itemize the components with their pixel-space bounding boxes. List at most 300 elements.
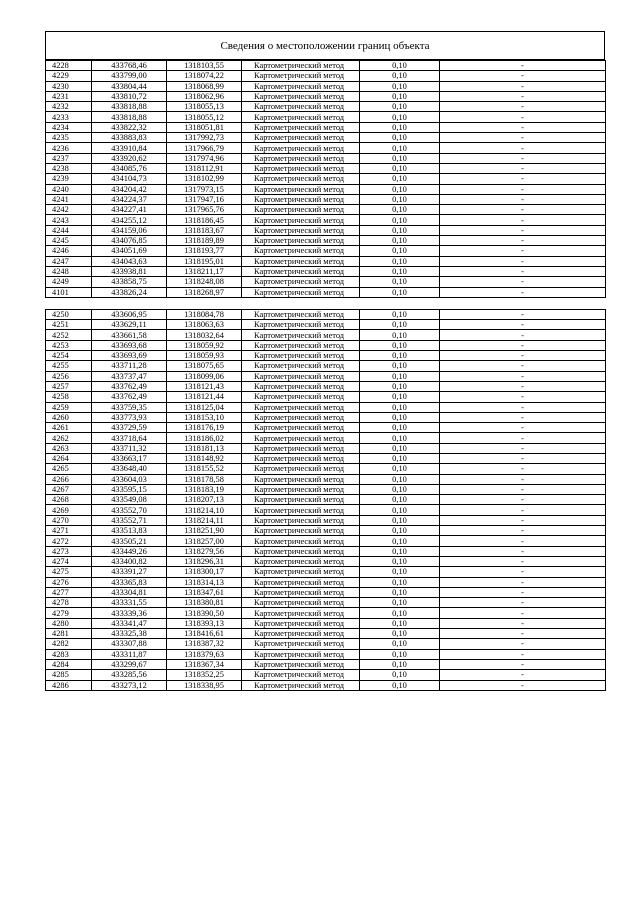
description-cell: - [440,618,606,628]
y-coordinate-cell: 1318063,63 [167,320,242,330]
description-cell: - [440,670,606,680]
table-row [46,351,606,361]
table-row [46,618,606,628]
method-cell: Картометрический метод [242,536,360,546]
table-row [46,556,606,566]
y-coordinate-cell: 1318055,13 [167,102,242,112]
method-cell: Картометрический метод [242,361,360,371]
group-separator [46,297,606,309]
x-coordinate-cell: 433513,83 [92,526,167,536]
x-coordinate-cell: 433307,88 [92,639,167,649]
y-coordinate-cell: 1318257,00 [167,536,242,546]
y-coordinate-cell: 1318296,31 [167,556,242,566]
point-number-cell: 4252 [46,330,92,340]
accuracy-cell: 0,10 [360,184,440,194]
accuracy-cell: 0,10 [360,225,440,235]
method-cell: Картометрический метод [242,649,360,659]
y-coordinate-cell: 1318074,22 [167,71,242,81]
point-number-cell: 4286 [46,680,92,690]
table-row [46,277,606,287]
table-row [46,670,606,680]
method-cell: Картометрический метод [242,122,360,132]
table-row [46,587,606,597]
y-coordinate-cell: 1318214,10 [167,505,242,515]
point-number-cell: 4230 [46,81,92,91]
x-coordinate-cell: 433629,11 [92,320,167,330]
point-number-cell: 4260 [46,412,92,422]
description-cell: - [440,225,606,235]
accuracy-cell: 0,10 [360,649,440,659]
x-coordinate-cell: 433604,03 [92,474,167,484]
x-coordinate-cell: 433826,24 [92,287,167,297]
method-cell: Картометрический метод [242,577,360,587]
y-coordinate-cell: 1318068,99 [167,81,242,91]
accuracy-cell: 0,10 [360,287,440,297]
table-row [46,526,606,536]
y-coordinate-cell: 1318279,56 [167,546,242,556]
description-cell: - [440,287,606,297]
point-number-cell: 4276 [46,577,92,587]
table-row [46,629,606,639]
point-number-cell: 4267 [46,484,92,494]
x-coordinate-cell: 433718,64 [92,433,167,443]
table-row [46,464,606,474]
description-cell: - [440,361,606,371]
accuracy-cell: 0,10 [360,443,440,453]
table-row [46,371,606,381]
coordinates-table-body [46,61,606,691]
y-coordinate-cell: 1318176,19 [167,423,242,433]
point-number-cell: 4283 [46,649,92,659]
method-cell: Картометрический метод [242,670,360,680]
method-cell: Картометрический метод [242,618,360,628]
method-cell: Картометрический метод [242,433,360,443]
accuracy-cell: 0,10 [360,81,440,91]
description-cell: - [440,567,606,577]
method-cell: Картометрический метод [242,246,360,256]
description-cell: - [440,412,606,422]
accuracy-cell: 0,10 [360,567,440,577]
description-cell: - [440,371,606,381]
description-cell: - [440,320,606,330]
x-coordinate-cell: 433331,55 [92,598,167,608]
table-row [46,174,606,184]
y-coordinate-cell: 1317974,96 [167,153,242,163]
y-coordinate-cell: 1318148,92 [167,453,242,463]
method-cell: Картометрический метод [242,91,360,101]
method-cell: Картометрический метод [242,474,360,484]
y-coordinate-cell: 1318211,17 [167,266,242,276]
description-cell: - [440,639,606,649]
y-coordinate-cell: 1318214,11 [167,515,242,525]
x-coordinate-cell: 433768,46 [92,61,167,71]
table-row [46,256,606,266]
method-cell: Картометрический метод [242,205,360,215]
accuracy-cell: 0,10 [360,381,440,391]
point-number-cell: 4282 [46,639,92,649]
accuracy-cell: 0,10 [360,587,440,597]
description-cell: - [440,143,606,153]
x-coordinate-cell: 433449,26 [92,546,167,556]
accuracy-cell: 0,10 [360,629,440,639]
accuracy-cell: 0,10 [360,320,440,330]
accuracy-cell: 0,10 [360,256,440,266]
description-cell: - [440,649,606,659]
table-row [46,680,606,690]
method-cell: Картометрический метод [242,402,360,412]
table-row [46,205,606,215]
point-number-cell: 4228 [46,61,92,71]
x-coordinate-cell: 433299,67 [92,659,167,669]
x-coordinate-cell: 433920,62 [92,153,167,163]
table-title-box [45,31,605,60]
y-coordinate-cell: 1318155,52 [167,464,242,474]
y-coordinate-cell: 1318186,45 [167,215,242,225]
method-cell: Картометрический метод [242,266,360,276]
y-coordinate-cell: 1318183,67 [167,225,242,235]
y-coordinate-cell: 1318189,89 [167,236,242,246]
accuracy-cell: 0,10 [360,659,440,669]
description-cell: - [440,163,606,173]
table-row [46,567,606,577]
method-cell: Картометрический метод [242,598,360,608]
x-coordinate-cell: 433711,28 [92,361,167,371]
description-cell: - [440,659,606,669]
x-coordinate-cell: 433339,36 [92,608,167,618]
point-number-cell: 4273 [46,546,92,556]
description-cell: - [440,453,606,463]
y-coordinate-cell: 1318178,58 [167,474,242,484]
description-cell: - [440,495,606,505]
point-number-cell: 4235 [46,133,92,143]
point-number-cell: 4236 [46,143,92,153]
x-coordinate-cell: 433910,84 [92,143,167,153]
description-cell: - [440,484,606,494]
table-row [46,392,606,402]
table-row [46,577,606,587]
description-cell: - [440,61,606,71]
method-cell: Картометрический метод [242,174,360,184]
accuracy-cell: 0,10 [360,122,440,132]
accuracy-cell: 0,10 [360,133,440,143]
x-coordinate-cell: 433773,93 [92,412,167,422]
table-row [46,484,606,494]
y-coordinate-cell: 1318032,64 [167,330,242,340]
method-cell: Картометрический метод [242,61,360,71]
method-cell: Картометрический метод [242,443,360,453]
table-row [46,546,606,556]
table-row [46,143,606,153]
y-coordinate-cell: 1318338,95 [167,680,242,690]
description-cell: - [440,464,606,474]
method-cell: Картометрический метод [242,608,360,618]
table-row [46,112,606,122]
method-cell: Картометрический метод [242,340,360,350]
table-row [46,423,606,433]
table-row [46,649,606,659]
point-number-cell: 4277 [46,587,92,597]
table-row [46,81,606,91]
x-coordinate-cell: 433663,17 [92,453,167,463]
method-cell: Картометрический метод [242,330,360,340]
method-cell: Картометрический метод [242,309,360,319]
y-coordinate-cell: 1318186,02 [167,433,242,443]
description-cell: - [440,515,606,525]
accuracy-cell: 0,10 [360,598,440,608]
x-coordinate-cell: 433661,58 [92,330,167,340]
y-coordinate-cell: 1317973,15 [167,184,242,194]
description-cell: - [440,330,606,340]
accuracy-cell: 0,10 [360,680,440,690]
method-cell: Картометрический метод [242,133,360,143]
y-coordinate-cell: 1318183,19 [167,484,242,494]
y-coordinate-cell: 1318099,06 [167,371,242,381]
method-cell: Картометрический метод [242,236,360,246]
y-coordinate-cell: 1317947,16 [167,194,242,204]
description-cell: - [440,184,606,194]
x-coordinate-cell: 434204,42 [92,184,167,194]
y-coordinate-cell: 1318268,97 [167,287,242,297]
y-coordinate-cell: 1318059,93 [167,351,242,361]
y-coordinate-cell: 1318059,92 [167,340,242,350]
point-number-cell: 4269 [46,505,92,515]
point-number-cell: 4258 [46,392,92,402]
y-coordinate-cell: 1318051,81 [167,122,242,132]
accuracy-cell: 0,10 [360,174,440,184]
method-cell: Картометрический метод [242,320,360,330]
y-coordinate-cell: 1318393,13 [167,618,242,628]
x-coordinate-cell: 433883,83 [92,133,167,143]
method-cell: Картометрический метод [242,371,360,381]
point-number-cell: 4255 [46,361,92,371]
point-number-cell: 4284 [46,659,92,669]
x-coordinate-cell: 433693,68 [92,340,167,350]
x-coordinate-cell: 433818,88 [92,102,167,112]
method-cell: Картометрический метод [242,392,360,402]
point-number-cell: 4261 [46,423,92,433]
accuracy-cell: 0,10 [360,246,440,256]
y-coordinate-cell: 1318195,01 [167,256,242,266]
table-row [46,163,606,173]
y-coordinate-cell: 1318387,32 [167,639,242,649]
y-coordinate-cell: 1318352,25 [167,670,242,680]
accuracy-cell: 0,10 [360,423,440,433]
method-cell: Картометрический метод [242,71,360,81]
point-number-cell: 4263 [46,443,92,453]
table-row [46,225,606,235]
description-cell: - [440,174,606,184]
description-cell: - [440,266,606,276]
accuracy-cell: 0,10 [360,402,440,412]
point-number-cell: 4259 [46,402,92,412]
y-coordinate-cell: 1318121,43 [167,381,242,391]
description-cell: - [440,587,606,597]
table-row [46,91,606,101]
y-coordinate-cell: 1318062,96 [167,91,242,101]
description-cell: - [440,526,606,536]
accuracy-cell: 0,10 [360,153,440,163]
x-coordinate-cell: 433552,70 [92,505,167,515]
table-row [46,71,606,81]
point-number-cell: 4253 [46,340,92,350]
x-coordinate-cell: 433549,08 [92,495,167,505]
accuracy-cell: 0,10 [360,618,440,628]
accuracy-cell: 0,10 [360,277,440,287]
x-coordinate-cell: 433365,83 [92,577,167,587]
table-row [46,153,606,163]
accuracy-cell: 0,10 [360,266,440,276]
table-row [46,266,606,276]
y-coordinate-cell: 1318102,99 [167,174,242,184]
x-coordinate-cell: 434159,06 [92,225,167,235]
description-cell: - [440,608,606,618]
description-cell: - [440,351,606,361]
table-row [46,122,606,132]
accuracy-cell: 0,10 [360,556,440,566]
description-cell: - [440,536,606,546]
table-row [46,474,606,484]
table-row [46,598,606,608]
point-number-cell: 4272 [46,536,92,546]
x-coordinate-cell: 433799,00 [92,71,167,81]
accuracy-cell: 0,10 [360,639,440,649]
description-cell: - [440,102,606,112]
y-coordinate-cell: 1318390,50 [167,608,242,618]
point-number-cell: 4250 [46,309,92,319]
y-coordinate-cell: 1318055,12 [167,112,242,122]
method-cell: Картометрический метод [242,412,360,422]
accuracy-cell: 0,10 [360,371,440,381]
y-coordinate-cell: 1318367,34 [167,659,242,669]
method-cell: Картометрический метод [242,194,360,204]
accuracy-cell: 0,10 [360,91,440,101]
accuracy-cell: 0,10 [360,194,440,204]
point-number-cell: 4268 [46,495,92,505]
point-number-cell: 4242 [46,205,92,215]
point-number-cell: 4243 [46,215,92,225]
y-coordinate-cell: 1317966,79 [167,143,242,153]
accuracy-cell: 0,10 [360,412,440,422]
x-coordinate-cell: 433810,72 [92,91,167,101]
description-cell: - [440,629,606,639]
method-cell: Картометрический метод [242,381,360,391]
accuracy-cell: 0,10 [360,433,440,443]
x-coordinate-cell: 433711,32 [92,443,167,453]
table-row [46,330,606,340]
accuracy-cell: 0,10 [360,536,440,546]
description-cell: - [440,598,606,608]
x-coordinate-cell: 433759,35 [92,402,167,412]
x-coordinate-cell: 433648,40 [92,464,167,474]
point-number-cell: 4262 [46,433,92,443]
document-page [45,31,605,691]
y-coordinate-cell: 1318416,61 [167,629,242,639]
method-cell: Картометрический метод [242,639,360,649]
method-cell: Картометрический метод [242,526,360,536]
description-cell: - [440,205,606,215]
method-cell: Картометрический метод [242,423,360,433]
point-number-cell: 4233 [46,112,92,122]
point-number-cell: 4275 [46,567,92,577]
description-cell: - [440,194,606,204]
method-cell: Картометрический метод [242,351,360,361]
description-cell: - [440,309,606,319]
y-coordinate-cell: 1318207,13 [167,495,242,505]
description-cell: - [440,340,606,350]
description-cell: - [440,392,606,402]
y-coordinate-cell: 1318125,04 [167,402,242,412]
point-number-cell: 4240 [46,184,92,194]
x-coordinate-cell: 434085,76 [92,163,167,173]
point-number-cell: 4237 [46,153,92,163]
method-cell: Картометрический метод [242,680,360,690]
y-coordinate-cell: 1318181,13 [167,443,242,453]
x-coordinate-cell: 433273,12 [92,680,167,690]
table-row [46,639,606,649]
description-cell: - [440,246,606,256]
y-coordinate-cell: 1318314,13 [167,577,242,587]
x-coordinate-cell: 433858,75 [92,277,167,287]
method-cell: Картометрический метод [242,153,360,163]
table-row [46,215,606,225]
accuracy-cell: 0,10 [360,484,440,494]
method-cell: Картометрический метод [242,659,360,669]
description-cell: - [440,112,606,122]
accuracy-cell: 0,10 [360,163,440,173]
point-number-cell: 4249 [46,277,92,287]
accuracy-cell: 0,10 [360,215,440,225]
x-coordinate-cell: 433762,49 [92,381,167,391]
description-cell: - [440,256,606,266]
method-cell: Картометрический метод [242,143,360,153]
accuracy-cell: 0,10 [360,670,440,680]
point-number-cell: 4248 [46,266,92,276]
accuracy-cell: 0,10 [360,495,440,505]
description-cell: - [440,402,606,412]
method-cell: Картометрический метод [242,225,360,235]
y-coordinate-cell: 1318193,77 [167,246,242,256]
point-number-cell: 4285 [46,670,92,680]
table-row [46,433,606,443]
y-coordinate-cell: 1318084,78 [167,309,242,319]
table-row [46,340,606,350]
description-cell: - [440,474,606,484]
y-coordinate-cell: 1318300,17 [167,567,242,577]
y-coordinate-cell: 1317965,76 [167,205,242,215]
point-number-cell: 4278 [46,598,92,608]
description-cell: - [440,381,606,391]
description-cell: - [440,680,606,690]
accuracy-cell: 0,10 [360,236,440,246]
description-cell: - [440,153,606,163]
y-coordinate-cell: 1318103,55 [167,61,242,71]
point-number-cell: 4265 [46,464,92,474]
description-cell: - [440,236,606,246]
y-coordinate-cell: 1318379,63 [167,649,242,659]
table-row [46,495,606,505]
table-row [46,194,606,204]
x-coordinate-cell: 433762,49 [92,392,167,402]
x-coordinate-cell: 433693,69 [92,351,167,361]
method-cell: Картометрический метод [242,184,360,194]
method-cell: Картометрический метод [242,277,360,287]
x-coordinate-cell: 433505,21 [92,536,167,546]
y-coordinate-cell: 1318380,81 [167,598,242,608]
coordinates-table [45,60,606,691]
x-coordinate-cell: 434051,69 [92,246,167,256]
method-cell: Картометрический метод [242,464,360,474]
description-cell: - [440,215,606,225]
